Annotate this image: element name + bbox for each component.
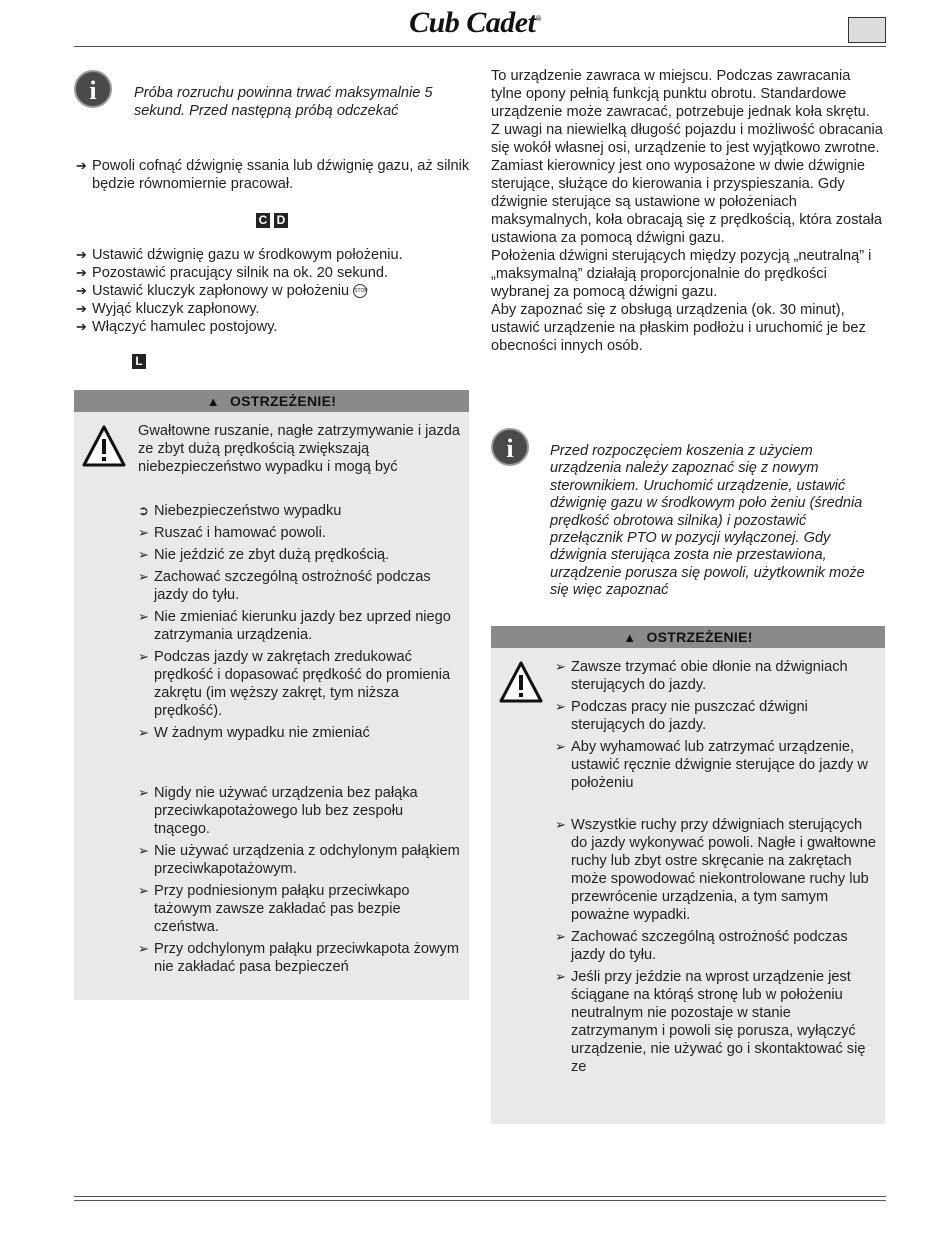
chevron-bullet-icon: ➢ bbox=[555, 699, 566, 714]
figure-tag: L bbox=[132, 354, 146, 369]
chevron-bullet-icon: ➢ bbox=[138, 609, 149, 624]
step-choke: ➔ Powoli cofnąć dźwignię ssania lub dźwignię gazu, aż silnik będzie równomiernie pracował. bbox=[76, 158, 470, 192]
warning-small-icon: ▲ bbox=[206, 394, 220, 409]
chevron-bullet-icon: ➢ bbox=[555, 739, 566, 754]
list-item: ➢ Aby wyhamować lub zatrzymać urządzenie, ustawić ręcznie dźwignie sterujące do jazdy w położeniu bbox=[555, 739, 868, 791]
list-item: ➢ Ruszać i hamować powoli. bbox=[138, 525, 326, 541]
list-item: ➔ Włączyć hamulec postojowy. bbox=[76, 319, 278, 335]
warning-list bbox=[138, 502, 463, 746]
warning-box bbox=[491, 626, 885, 1124]
info-icon: i bbox=[74, 70, 112, 108]
steps-list bbox=[76, 246, 468, 336]
arrow-circle-icon: ➲ bbox=[138, 503, 149, 518]
list-item: ➢ Nigdy nie używać urządzenia bez pałąka przeciwkapotażowego lub bez zespołu tnącego. bbox=[138, 785, 418, 837]
list-item: ➢ Jeśli przy jeździe na wprost urządzenie jest ściągane na którąś stronę lub w położeniu neutralnym nie pozostaje w stanie zatrzymanym i powoli się porusza, wyłączyć urządzenie, nie używać go i skontaktować się ze bbox=[555, 969, 866, 1075]
chevron-bullet-icon: ➢ bbox=[555, 659, 566, 674]
chevron-bullet-icon: ➢ bbox=[138, 525, 149, 540]
list-item: ➔ Ustawić dźwignię gazu w środkowym położeniu. bbox=[76, 247, 403, 263]
footer-rule bbox=[74, 1196, 886, 1201]
figure-tags-cd bbox=[256, 211, 292, 229]
warning-box bbox=[74, 390, 469, 1000]
list-item: ➢ Nie jeździć ze zbyt dużą prędkością. bbox=[138, 547, 390, 563]
danger-item: ➲ Niebezpieczeństwo wypadku bbox=[138, 503, 342, 519]
chevron-bullet-icon: ➢ bbox=[138, 649, 149, 664]
list-item: ➢ Wszystkie ruchy przy dźwigniach sterujących do jazdy wykonywać powoli. Nagłe i gwałtowne ruchy lub zbyt ostre skręcanie na zakrętach może spowodować niekontrolowane ruchy lub przewrócenie urządzenia, a tym samym poważne wypadki. bbox=[555, 817, 877, 923]
warning-header: ▲ OSTRZEŻENIE! bbox=[74, 390, 469, 412]
list-item: ➢ Przy podniesionym pałąku przeciwkapo tażowym zawsze zakładać pas bezpie czeństwa. bbox=[138, 883, 410, 935]
list-item: ➢ Zachować szczególną ostrożność podczas jazdy do tyłu. bbox=[138, 569, 431, 603]
arrow-right-icon: ➔ bbox=[76, 283, 87, 298]
list-item: ➢ Przy odchylonym pałąku przeciwkapota żowym nie zakładać pasa bezpieczeń bbox=[138, 941, 459, 975]
list-item: ➔ Ustawić kluczyk zapłonowy w położeniu STOP bbox=[76, 283, 368, 299]
header-rule bbox=[74, 46, 886, 47]
right-paragraphs bbox=[491, 67, 883, 355]
paragraph: Aby zapoznać się z obsługą urządzenia (ok. 30 minut), ustawić urządzenie na płaskim podłożu i uruchomić je bez obecności innych osób. bbox=[491, 302, 866, 354]
list-item: ➢ Zawsze trzymać obie dłonie na dźwigniach sterujących do jazdy. bbox=[555, 659, 848, 693]
info-note: Próba rozruchu powinna trwać maksymalnie 5 sekund. Przed następną próbą odczekać bbox=[134, 85, 433, 119]
chevron-bullet-icon: ➢ bbox=[555, 817, 566, 832]
info-note: Przed rozpoczęciem koszenia z użyciem urządzenia należy zapoznać się z nowym sterownikiem. Uruchomić urządzenie, ustawić dźwignię gazu w środkowym poło żeniu (średnia prędkość obrotowa silnika) i pozostawić przełącznik PTO w pozycji wyłączonej. Gdy dźwignia sterująca zosta nie przestawiona, urządzenie porusza się powoli, użytkownik może się więc zapoznać bbox=[550, 443, 865, 599]
list-item: ➢ Podczas jazdy w zakrętach zredukować prędkość i dopasować prędkość do promienia zakrętu (im węższy zakręt, tym niższa prędkość). bbox=[138, 649, 451, 719]
list-item: ➔ Pozostawić pracujący silnik na ok. 20 sekund. bbox=[76, 265, 389, 281]
chevron-bullet-icon: ➢ bbox=[138, 725, 149, 740]
chevron-bullet-icon: ➢ bbox=[138, 883, 149, 898]
stop-icon: STOP bbox=[353, 284, 367, 298]
chevron-bullet-icon: ➢ bbox=[138, 569, 149, 584]
figure-tag: D bbox=[274, 213, 288, 228]
warning-list bbox=[555, 658, 880, 796]
chevron-bullet-icon: ➢ bbox=[555, 969, 566, 984]
warning-triangle-icon bbox=[499, 660, 543, 704]
brand-logo: Cub Cadet® bbox=[409, 6, 541, 39]
paragraph: To urządzenie zawraca w miejscu. Podczas zawracania tylne opony pełnią funkcją punktu obrotu. Standardowe urządzenie może zawracać, potrzebuje jednak koła skrętu. bbox=[491, 68, 870, 120]
page-number-box bbox=[848, 17, 886, 43]
arrow-right-icon: ➔ bbox=[76, 301, 87, 316]
arrow-right-icon: ➔ bbox=[76, 265, 87, 280]
list-item: ➢ Nie zmieniać kierunku jazdy bez uprzed niego zatrzymania urządzenia. bbox=[138, 609, 451, 643]
paragraph: Położenia dźwigni sterujących między pozycją „neutralną” i „maksymalną” działają proporcjonalnie do prędkości wybranej za pomocą dźwigni gazu. bbox=[491, 248, 872, 300]
chevron-bullet-icon: ➢ bbox=[138, 941, 149, 956]
list-item: ➢ Podczas pracy nie puszczać dźwigni sterujących do jazdy. bbox=[555, 699, 808, 733]
list-item: ➔ Wyjąć kluczyk zapłonowy. bbox=[76, 301, 260, 317]
list-item: ➢ Zachować szczególną ostrożność podczas jazdy do tyłu. bbox=[555, 929, 848, 963]
warning-header: ▲ OSTRZEŻENIE! bbox=[491, 626, 885, 648]
warning-list-2 bbox=[138, 784, 463, 980]
paragraph: Z uwagi na niewielką długość pojazdu i możliwość obracania się wokół własnej osi, urządzenie to jest wyjątkowo zwrotne. bbox=[491, 122, 883, 156]
arrow-right-icon: ➔ bbox=[76, 247, 87, 262]
figure-tag: C bbox=[256, 213, 270, 228]
arrow-right-icon: ➔ bbox=[76, 319, 87, 334]
info-icon: i bbox=[491, 428, 529, 466]
paragraph: Zamiast kierownicy jest ono wyposażone w dwie dźwignie sterujące, służące do kierowania i przyspieszania. Gdy dźwignie sterujące są ustawione w położeniach maksymalnych, koła obracają się z prędkością, która została ustawiona za pomocą dźwigni gazu. bbox=[491, 158, 882, 246]
warning-intro: Gwałtowne ruszanie, nagłe zatrzymywanie i jazda ze zbyt dużą prędkością zwiększają niebezpieczeństwo wypadku i mogą być bbox=[138, 423, 461, 475]
list-item: ➢ Nie używać urządzenia z odchylonym pałąkiem przeciwkapotażowym. bbox=[138, 843, 460, 877]
arrow-right-icon: ➔ bbox=[76, 158, 87, 173]
warning-list-2 bbox=[555, 816, 880, 1080]
chevron-bullet-icon: ➢ bbox=[138, 547, 149, 562]
warning-triangle-icon bbox=[82, 424, 126, 468]
chevron-bullet-icon: ➢ bbox=[138, 785, 149, 800]
chevron-bullet-icon: ➢ bbox=[555, 929, 566, 944]
chevron-bullet-icon: ➢ bbox=[138, 843, 149, 858]
warning-small-icon: ▲ bbox=[623, 630, 637, 645]
list-item: ➢ W żadnym wypadku nie zmieniać bbox=[138, 725, 370, 741]
figure-tag-l bbox=[132, 352, 150, 370]
